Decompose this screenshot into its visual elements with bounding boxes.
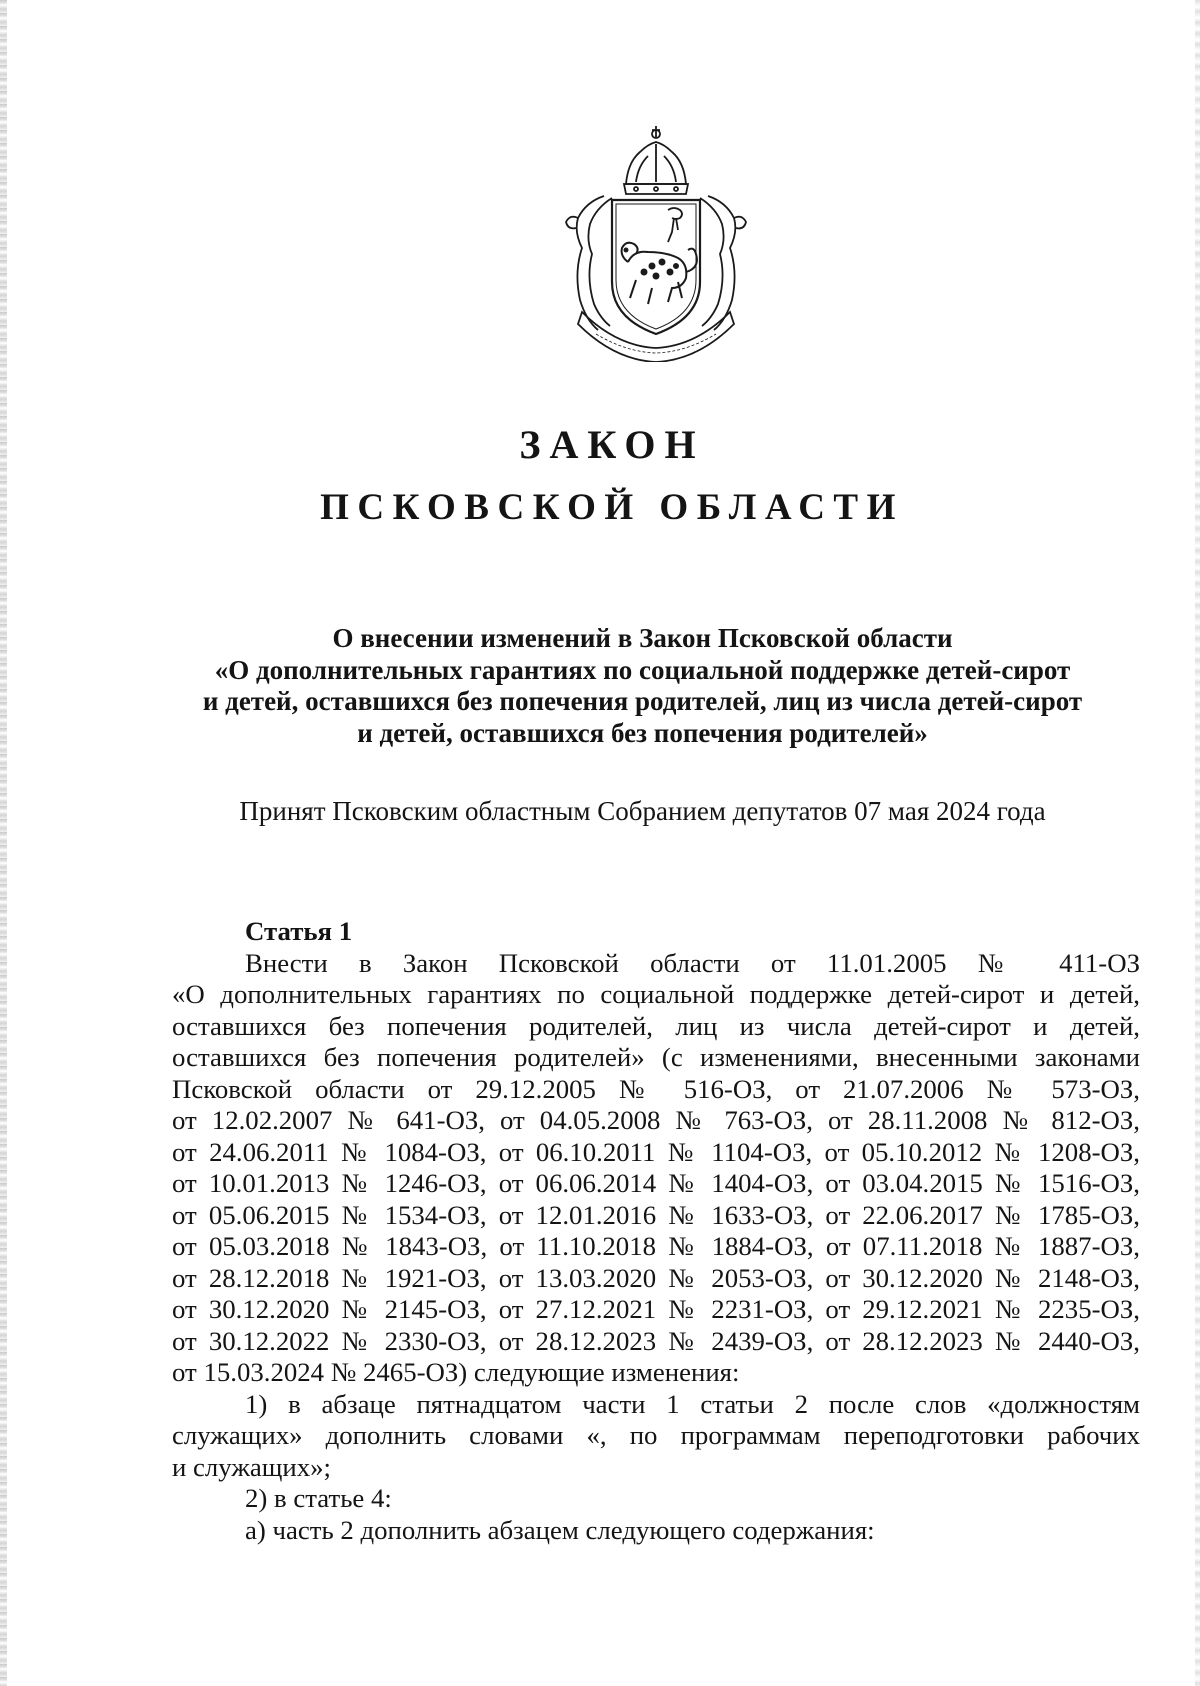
adoption-note: Принят Псковским областным Собранием депутатов 07 мая 2024 года	[239, 796, 1046, 826]
body-line: Внести в Закон Псковской области от 11.01.2005 № 411-ОЗ	[245, 947, 1140, 978]
scan-edge-left	[0, 0, 7, 1686]
body-line: от 30.12.2020 № 2145-ОЗ, от 27.12.2021 № 2231-ОЗ, от 29.12.2021 № 2235-ОЗ,	[172, 1294, 1140, 1324]
crown-icon	[624, 126, 688, 194]
body-line: от 10.01.2013 № 1246-ОЗ, от 06.06.2014 № 1404-ОЗ, от 03.04.2015 № 1516-ОЗ,	[172, 1168, 1140, 1198]
body-line: Псковской области от 29.12.2005 № 516-ОЗ, от 21.07.2006 № 573-ОЗ,	[172, 1073, 1140, 1104]
body-line: от 30.12.2022 № 2330-ОЗ, от 28.12.2023 № 2439-ОЗ, от 28.12.2023 № 2440-ОЗ,	[172, 1325, 1140, 1356]
law-title: ЗАКОН	[519, 422, 705, 467]
heading-line: и детей, оставшихся без попечения родителей, лиц из числа детей-сирот	[202, 686, 1083, 716]
article-title: Статья 1	[245, 916, 353, 946]
body-line: от 28.12.2018 № 1921-ОЗ, от 13.03.2020 № 2053-ОЗ, от 30.12.2020 № 2148-ОЗ,	[172, 1262, 1140, 1293]
region-title: ПСКОВСКОЙ ОБЛАСТИ	[320, 487, 904, 528]
body-line: оставшихся без попечения родителей» (с изменениями, внесенными законами	[172, 1042, 1140, 1072]
body-line: от 15.03.2024 № 2465-ОЗ) следующие изменения:	[172, 1357, 740, 1387]
body-line: от 24.06.2011 № 1084-ОЗ, от 06.10.2011 № 1104-ОЗ, от 05.10.2012 № 1208-ОЗ,	[172, 1136, 1140, 1167]
body-line: от 05.03.2018 № 1843-ОЗ, от 11.10.2018 № 1884-ОЗ, от 07.11.2018 № 1887-ОЗ,	[172, 1231, 1140, 1261]
coat-of-arms-emblem	[556, 122, 756, 362]
body-line: 2) в статье 4:	[245, 1483, 392, 1513]
body-line: оставшихся без попечения родителей, лиц из числа детей-сирот и детей,	[172, 1010, 1140, 1041]
body-line: а) часть 2 дополнить абзацем следующего содержания:	[245, 1514, 875, 1545]
heading-line: О внесении изменений в Закон Псковской области	[332, 623, 953, 653]
heading-line: «О дополнительных гарантиях по социальной поддержке детей-сирот	[214, 654, 1071, 685]
body-line: 1) в абзаце пятнадцатом части 1 статьи 2 после слов «должностям	[245, 1388, 1140, 1419]
law-heading	[160, 623, 1125, 749]
body-line: от 12.02.2007 № 641-ОЗ, от 04.05.2008 № 763-ОЗ, от 28.11.2008 № 812-ОЗ,	[172, 1105, 1140, 1135]
body-line: служащих» дополнить словами «, по программам переподготовки рабочих	[172, 1420, 1140, 1450]
scan-edge-right	[1195, 0, 1200, 1686]
body-line: «О дополнительных гарантиях по социальной поддержке детей-сирот и детей,	[172, 979, 1140, 1009]
body-line: от 05.06.2015 № 1534-ОЗ, от 12.01.2016 № 1633-ОЗ, от 22.06.2017 № 1785-ОЗ,	[172, 1199, 1140, 1230]
body-line: и служащих»;	[172, 1451, 331, 1482]
leopard-icon	[622, 243, 697, 304]
document-body	[172, 916, 1140, 1546]
heading-line: и детей, оставшихся без попечения родителей»	[357, 717, 928, 748]
